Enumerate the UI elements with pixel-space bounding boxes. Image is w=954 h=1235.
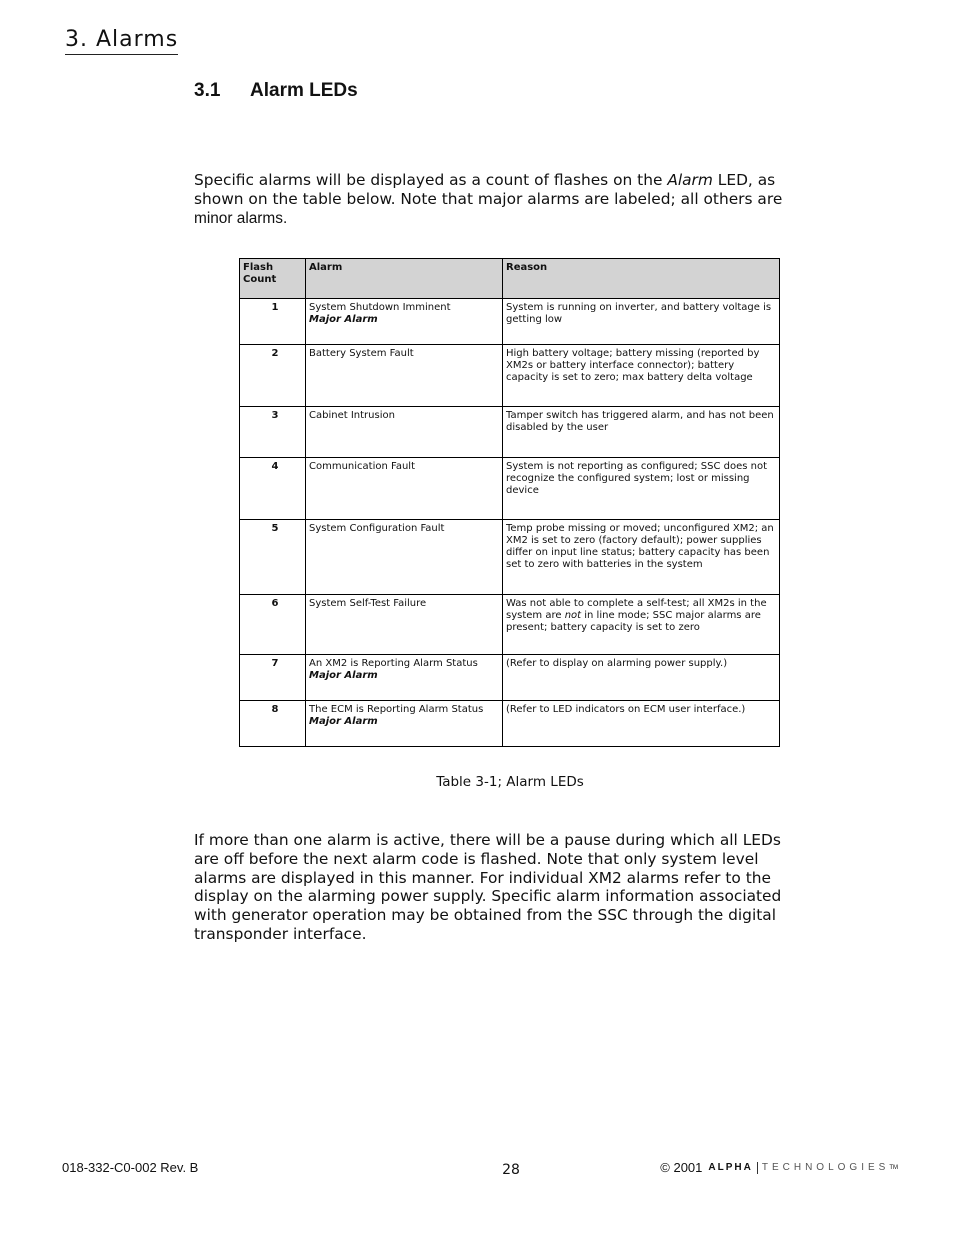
header-reason: Reason — [503, 259, 780, 299]
alarm-name: An XM2 is Reporting Alarm Status — [309, 658, 478, 669]
table-row — [240, 458, 780, 520]
intro-text-after: LED, as shown on the table below. Note that major alarms are labeled; all others are — [194, 171, 783, 208]
alarm-cell — [306, 701, 503, 747]
table-row — [240, 595, 780, 655]
alarm-cell — [306, 655, 503, 701]
flash-count-cell: 2 — [240, 345, 306, 407]
alarm-name: Cabinet Intrusion — [309, 410, 395, 421]
footer-copyright — [660, 1160, 898, 1175]
reason-cell: High battery voltage; battery missing (reported by XM2s or battery interface connector); battery capacity is set to zero; max battery delta voltage — [503, 345, 780, 407]
reason-cell: System is running on inverter, and battery voltage is getting low — [503, 299, 780, 345]
reason-cell: Temp probe missing or moved; unconfigured XM2; an XM2 is set to zero (factory default); power supplies differ on input line status; battery capacity has been set to zero with batteries in the system — [503, 520, 780, 595]
table-row — [240, 655, 780, 701]
flash-count-cell: 3 — [240, 407, 306, 458]
flash-count-cell: 7 — [240, 655, 306, 701]
flash-count-cell: 5 — [240, 520, 306, 595]
table-caption: Table 3-1; Alarm LEDs — [436, 774, 584, 790]
logo-trademark: TM — [889, 1164, 898, 1171]
reason-cell: (Refer to display on alarming power supply.) — [503, 655, 780, 701]
logo-divider — [757, 1162, 758, 1174]
alarm-cell — [306, 595, 503, 655]
alpha-technologies-logo — [708, 1162, 898, 1174]
table-header-row — [240, 259, 780, 299]
table-row — [240, 407, 780, 458]
page-number: 28 — [502, 1162, 520, 1178]
alarm-cell — [306, 299, 503, 345]
table-row — [240, 299, 780, 345]
section-heading — [194, 80, 358, 102]
table-row — [240, 520, 780, 595]
closing-paragraph: If more than one alarm is active, there will be a pause during which all LEDs are off before the next alarm code is flashed. Note that only system level alarms are displayed in this manner. For individual XM2 alarms refer to the display on the alarming power supply. Specific alarm information associated with generator operation may be obtained from the SSC through the digital transponder interface. — [194, 831, 782, 943]
major-alarm-label: Major Alarm — [309, 314, 378, 325]
header-flash-count: Flash Count — [240, 259, 306, 299]
document-number: 018-332-C0-002 Rev. B — [62, 1160, 199, 1175]
major-alarm-label: Major Alarm — [309, 670, 378, 681]
intro-text-before: Specific alarms will be displayed as a count of flashes on the — [194, 171, 668, 189]
flash-count-cell: 1 — [240, 299, 306, 345]
reason-cell — [503, 595, 780, 655]
alarm-name: Communication Fault — [309, 461, 415, 472]
header-alarm: Alarm — [306, 259, 503, 299]
major-alarm-label: Major Alarm — [309, 716, 378, 727]
reason-text-after: in line mode; SSC major alarms are present; battery capacity is set to zero — [506, 610, 761, 633]
alarm-cell — [306, 458, 503, 520]
alarm-name: System Self-Test Failure — [309, 598, 427, 609]
logo-alpha: ALPHA — [708, 1162, 753, 1173]
alarm-name: The ECM is Reporting Alarm Status — [309, 704, 484, 715]
table-row — [240, 345, 780, 407]
alarm-name: System Configuration Fault — [309, 523, 445, 534]
alarm-cell — [306, 520, 503, 595]
alarm-table — [239, 258, 780, 747]
copyright-text: © 2001 — [660, 1160, 703, 1175]
reason-cell: Tamper switch has triggered alarm, and has not been disabled by the user — [503, 407, 780, 458]
reason-cell: System is not reporting as configured; SSC does not recognize the configured system; lost or missing device — [503, 458, 780, 520]
flash-count-cell: 8 — [240, 701, 306, 747]
section-number: 3.1 — [194, 80, 221, 101]
alarm-name: System Shutdown Imminent — [309, 302, 451, 313]
intro-emphasis: Alarm — [667, 171, 713, 189]
table-row — [240, 701, 780, 747]
section-title: Alarm LEDs — [250, 80, 358, 101]
alarm-name: Battery System Fault — [309, 348, 414, 359]
flash-count-cell: 4 — [240, 458, 306, 520]
intro-paragraph — [194, 171, 804, 228]
flash-count-cell: 6 — [240, 595, 306, 655]
intro-tail: minor alarms. — [194, 209, 288, 227]
reason-text-before: Was not able to complete a self-test; all XM2s in the system are — [506, 598, 767, 621]
alarm-cell — [306, 345, 503, 407]
chapter-title: 3. Alarms — [65, 26, 178, 55]
reason-cell: (Refer to LED indicators on ECM user interface.) — [503, 701, 780, 747]
alarm-cell — [306, 407, 503, 458]
logo-technologies: TECHNOLOGIES — [761, 1162, 890, 1173]
reason-emphasis: not — [564, 610, 582, 621]
